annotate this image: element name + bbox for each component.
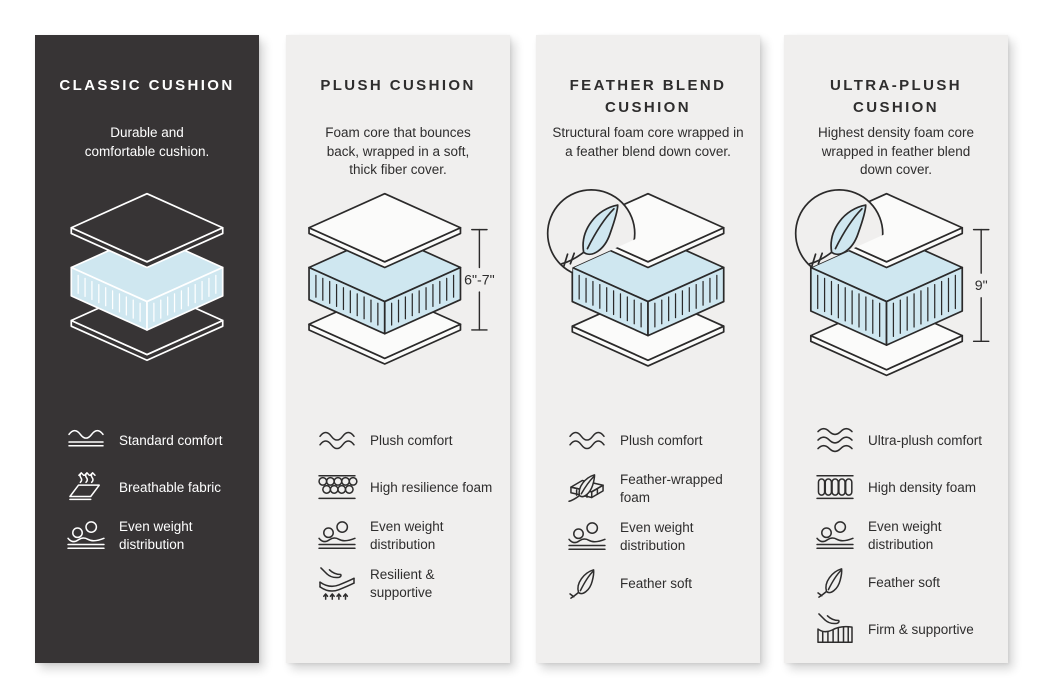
feature-row bbox=[814, 424, 994, 458]
panel-plush-cushion bbox=[286, 35, 510, 663]
feature-row bbox=[566, 519, 746, 554]
cushion-illustration bbox=[35, 188, 259, 400]
feather-badge bbox=[548, 190, 635, 277]
feature-label: Plush comfort bbox=[620, 433, 703, 449]
feature-row bbox=[316, 566, 496, 601]
feature-row bbox=[814, 471, 994, 505]
feature-row bbox=[814, 613, 994, 647]
panel-title: FEATHER BLEND CUSHION bbox=[569, 77, 727, 116]
feather-icon bbox=[566, 567, 608, 601]
waves-icon bbox=[316, 424, 358, 458]
feature-row bbox=[566, 471, 746, 506]
feather-icon bbox=[814, 566, 856, 600]
feature-row bbox=[65, 471, 245, 505]
cushion-illustration bbox=[286, 188, 510, 400]
high-density-foam-icon bbox=[814, 471, 856, 505]
feature-label: Even weight distribution bbox=[119, 519, 193, 552]
cushion-illustration bbox=[784, 188, 1008, 400]
feature-row bbox=[316, 518, 496, 553]
cushion-diagram bbox=[536, 188, 760, 400]
feather-badge bbox=[796, 190, 883, 277]
panel-description: Structural foam core wrapped in a feather blend down cover. bbox=[552, 125, 744, 159]
feature-label: Firm & supportive bbox=[868, 622, 974, 638]
even-weight-icon bbox=[814, 519, 856, 553]
firm-supportive-icon bbox=[814, 613, 856, 647]
cushion-diagram bbox=[35, 188, 259, 400]
panel-ultra-plush-cushion bbox=[784, 35, 1008, 663]
feature-label: Breathable fabric bbox=[119, 480, 222, 496]
feature-label: Ultra-plush comfort bbox=[868, 433, 983, 449]
waves3-icon bbox=[814, 424, 856, 458]
even-weight-icon bbox=[65, 519, 107, 553]
panel-classic-cushion bbox=[35, 35, 259, 663]
panel-feather-blend-cushion bbox=[536, 35, 760, 663]
panel-title: CLASSIC CUSHION bbox=[59, 77, 235, 94]
measurement-label: 6"-7" bbox=[464, 272, 495, 289]
feature-label: High density foam bbox=[868, 480, 977, 496]
cushion-illustration bbox=[536, 188, 760, 400]
feature-list bbox=[49, 424, 245, 553]
resilience-foam-icon bbox=[316, 471, 358, 505]
cushion-diagram bbox=[286, 188, 510, 400]
measurement-label: 9" bbox=[974, 278, 988, 295]
even-weight-icon bbox=[566, 520, 608, 554]
wave-lines-icon bbox=[65, 424, 107, 458]
feature-row bbox=[316, 471, 496, 505]
panel-title: PLUSH CUSHION bbox=[320, 77, 476, 94]
resilient-supportive-icon bbox=[316, 567, 358, 601]
feature-label: Resilient & supportive bbox=[370, 567, 435, 600]
cushion-diagram bbox=[784, 188, 1008, 400]
panel-description: Durable and comfortable cushion. bbox=[84, 125, 210, 159]
feature-row bbox=[566, 424, 746, 458]
breathable-fabric-icon bbox=[65, 471, 107, 505]
feature-row bbox=[566, 567, 746, 601]
feature-row bbox=[814, 518, 994, 553]
feature-label: Even weight distribution bbox=[620, 520, 694, 553]
feature-label: Feather soft bbox=[868, 575, 941, 591]
panel-description: Highest density foam core wrapped in feather blend down cover. bbox=[817, 125, 975, 178]
panel-description: Foam core that bounces back, wrapped in a soft, thick fiber cover. bbox=[325, 125, 471, 178]
feature-row bbox=[814, 566, 994, 600]
feather-wrapped-foam-icon bbox=[566, 472, 608, 506]
feature-label: Feather-wrapped foam bbox=[620, 472, 723, 505]
feature-list bbox=[300, 424, 496, 601]
feature-label: Standard comfort bbox=[119, 433, 223, 449]
feature-list bbox=[550, 424, 746, 601]
feature-label: Feather soft bbox=[620, 576, 693, 592]
feature-label: Even weight distribution bbox=[370, 519, 444, 552]
feature-label: Even weight distribution bbox=[868, 519, 942, 552]
feature-list bbox=[798, 424, 994, 647]
feature-row bbox=[316, 424, 496, 458]
feature-row bbox=[65, 518, 245, 553]
feature-label: High resilience foam bbox=[370, 480, 493, 496]
feature-label: Plush comfort bbox=[370, 433, 453, 449]
waves-icon bbox=[566, 424, 608, 458]
feature-row bbox=[65, 424, 245, 458]
even-weight-icon bbox=[316, 519, 358, 553]
panel-title: ULTRA-PLUSH CUSHION bbox=[830, 77, 962, 116]
